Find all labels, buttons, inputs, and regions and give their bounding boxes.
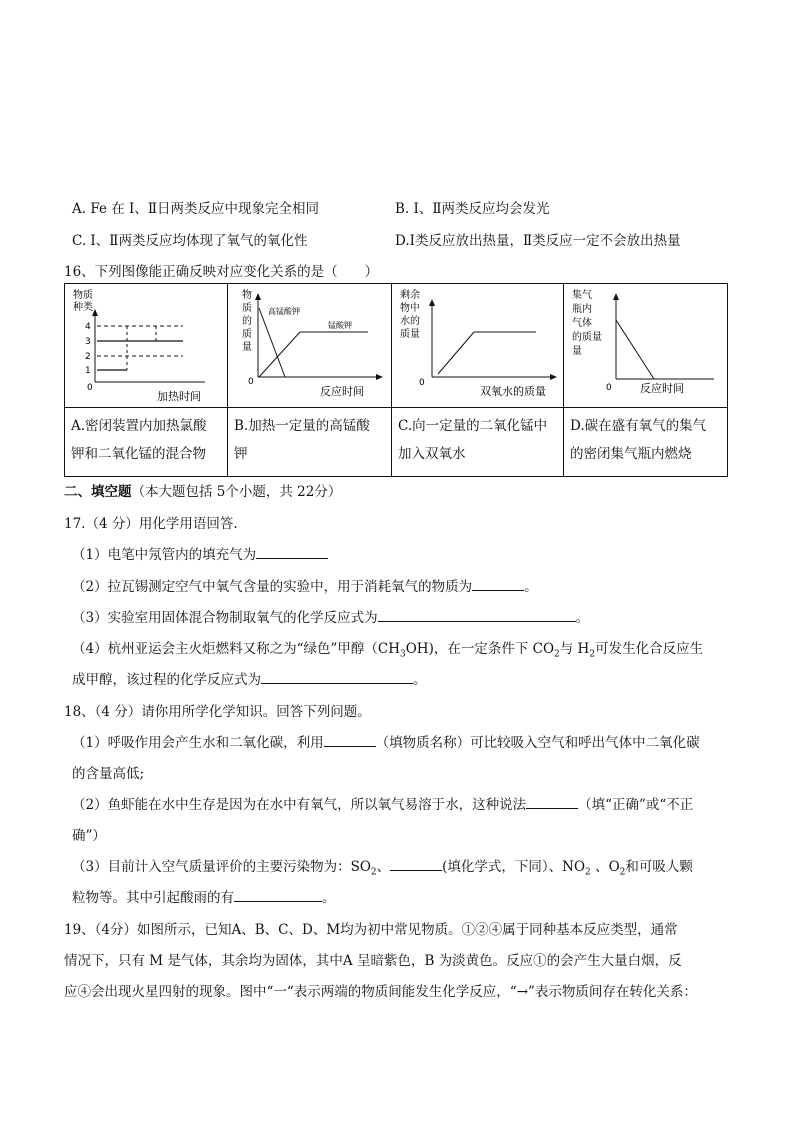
graph-b-origin: 0: [248, 377, 254, 387]
graph-c-xlabel: 双氧水的质量: [480, 385, 546, 398]
graph-b-ylabel-5: 量: [242, 342, 252, 353]
graph-b-kmno4-line: [259, 308, 285, 377]
q17-p4-cont: [72, 668, 427, 688]
graph-c-ylabel-4: 质量: [400, 329, 420, 340]
option-a: A. Fe 在 Ⅰ、Ⅱ日两类反应中现象完全相同: [72, 201, 320, 217]
q18-p2-cont: 确”）: [72, 828, 106, 844]
graph-d-decline: [616, 320, 654, 379]
graph-a-tick-0: 0: [87, 383, 93, 393]
q18-sub-no2: 2: [585, 867, 591, 878]
caption-b-1: B.加热一定量的高锰酸: [234, 418, 370, 434]
section2-header: [64, 480, 341, 500]
q16-stem: 16、下列图像能正确反映对应变化关系的是（ ）: [64, 264, 379, 280]
q17-p2-period: 。: [524, 579, 538, 595]
q18-sub-o2: 2: [619, 867, 626, 878]
q18-p3-cont: [72, 886, 336, 906]
q18-p2: [72, 793, 693, 813]
graph-b-ylabel-3: 的: [242, 316, 252, 327]
graph-c-ylabel-1: 剩余: [400, 290, 420, 301]
q17-stem: 17.（4 分）用化学用语回答.: [64, 516, 238, 532]
q18-p1-b: （填物质名称）可比较吸入空气和呼出气体中二氧化碳: [375, 735, 700, 751]
graph-b-series-1: 高锰酸钾: [268, 307, 300, 316]
q18-p3-period: 。: [322, 890, 336, 906]
q17-p1-text: （1）电笔中氖管内的填充气为: [72, 547, 257, 563]
q19-line-3: 应④会出现火星四射的现象。图中“一“表示两端的物质间能发生化学反应，“→”表示物质间存在转化关系：: [64, 984, 697, 1000]
graph-c-ylabel-3: 水的: [400, 316, 420, 327]
q19-line-1: 19、（4分）如图所示，已知A、B、C、D、M均为初中常见物质。①②④属于同种基本反应类型，通常: [64, 922, 678, 938]
caption-d-2: 的密闭集气瓶内燃烧: [570, 446, 692, 462]
caption-d-1: D.碳在盛有氧气的集气: [570, 418, 707, 434]
q18-blank-2[interactable]: [526, 795, 578, 809]
q17-p4-d: 可发生化合反应生: [595, 641, 704, 657]
graph-a: [65, 284, 227, 407]
graph-a-ylabel-2: 种类: [73, 302, 93, 313]
q17-sub2b: 2: [589, 649, 596, 660]
q18-p3-d: 、O: [590, 859, 620, 875]
graph-b-k2mno4-rise: [259, 332, 300, 377]
q17-p1: [72, 543, 328, 563]
q18-sub-so2: 2: [370, 867, 377, 878]
graph-d-ylabel-1: 集气: [572, 290, 592, 301]
graph-d-xlabel: 反应时间: [640, 382, 684, 395]
graph-d-ylabel-4: 的质量: [572, 332, 602, 343]
graph-d: [564, 284, 727, 407]
caption-c-1: C.向一定量的二氧化锰中: [398, 418, 548, 434]
q18-blank-4[interactable]: [234, 888, 322, 902]
caption-a-2: 钾和二氧化锰的混合物: [71, 446, 206, 462]
q17-sub3: 3: [400, 649, 406, 660]
graph-c-origin: 0: [419, 378, 425, 388]
q19-line-2: 情况下，只有 M 是气体，其余均为固体，其中A 呈暗紫色，B 为淡黄色。反应①的会产生大量白烟，反: [64, 953, 682, 969]
q18-p1: [72, 731, 700, 751]
q17-blank-1[interactable]: [256, 545, 328, 559]
q18-blank-3[interactable]: [390, 857, 442, 871]
graph-c-rise: [438, 332, 474, 374]
graph-b-ylabel-2: 质: [242, 303, 252, 314]
graph-a-ylabel-1: 物质: [73, 290, 93, 301]
graph-a-tick-4: 4: [85, 322, 91, 332]
q18-stem: 18、（4 分）请你用所学化学知识。回答下列问题。: [64, 704, 371, 720]
caption-c-2: 加入双氧水: [398, 446, 466, 462]
option-d: D.Ⅰ类反应放出热量，Ⅱ类反应一定不会放出热量: [395, 233, 681, 249]
q18-p2-a: （2）鱼虾能在水中生存是因为在水中有氧气，所以氧气易溶于水，这种说法: [72, 797, 527, 813]
q17-p4-e: 成甲醇，该过程的化学反应式为: [72, 672, 261, 688]
q17-p3-period: 。: [575, 610, 590, 626]
caption-a-1: A.密闭装置内加热氯酸: [71, 418, 207, 434]
q16-table: [64, 283, 728, 477]
graph-a-xlabel: 加热时间: [157, 390, 201, 403]
graph-d-ylabel-3: 气体: [572, 318, 592, 329]
q17-p2: [72, 575, 538, 595]
section2-title: 二、填空题: [64, 484, 132, 500]
graph-b-xlabel: 反应时间: [320, 385, 364, 398]
graph-a-tick-3: 3: [85, 337, 91, 347]
graph-a-tick-1: 1: [85, 366, 91, 376]
option-b: B. Ⅰ、Ⅱ两类反应均会发光: [395, 201, 550, 217]
section2-note: （本大题包括 5个小题，共 22分）: [131, 484, 342, 500]
q17-blank-2[interactable]: [472, 577, 524, 591]
q17-p3: [72, 606, 589, 626]
q17-blank-4[interactable]: [261, 670, 413, 684]
graph-b-series-2: 锰酸钾: [328, 321, 352, 330]
q18-p3-e: 和可吸人颗: [625, 859, 693, 875]
graph-b: [228, 284, 391, 407]
q17-p4-period: 。: [413, 672, 427, 688]
q17-p4: [72, 637, 703, 660]
q17-p4-c: 与 H: [559, 641, 590, 657]
q18-p1-cont: 的含量高低;: [72, 766, 145, 782]
graph-d-origin: 0: [606, 383, 612, 393]
q18-p1-a: （1）呼吸作用会产生水和二氧化碳，利用: [72, 735, 324, 751]
q18-p3: [72, 855, 693, 878]
graph-b-ylabel-1: 物: [242, 290, 252, 301]
graph-b-ylabel-4: 质: [242, 329, 252, 340]
q18-p3-b: 、: [376, 859, 391, 875]
graph-d-ylabel-5: 量: [572, 346, 582, 357]
q18-p3-c: (填化学式，下同）、NO: [442, 859, 586, 875]
q18-p3-f: 粒物等。其中引起酸雨的有: [72, 890, 234, 906]
graph-c: [392, 284, 563, 407]
q17-p4-b: OH)，在一定条件下 CO: [405, 641, 555, 657]
graph-c-ylabel-2: 物中: [400, 303, 420, 314]
q17-p3-text: （3）实验室用固体混合物制取氧气的化学反应式为: [72, 610, 378, 626]
option-c: C. Ⅰ、Ⅱ两类反应均体现了氧气的氧化性: [72, 233, 308, 249]
q17-blank-3[interactable]: [378, 608, 576, 622]
q17-sub2a: 2: [554, 649, 560, 660]
q17-p2-text: （2）拉瓦锡测定空气中氧气含量的实验中，用于消耗氧气的物质为: [72, 579, 473, 595]
graph-d-ylabel-2: 瓶内: [572, 304, 592, 315]
q18-blank-1[interactable]: [324, 733, 376, 747]
q18-p3-a: （3）目前计入空气质量评价的主要污染物为：SO: [72, 859, 371, 875]
q17-p4-a: （4）杭州亚运会主火炬燃料又称之为“绿色”甲醇（CH: [72, 641, 400, 657]
graph-a-tick-2: 2: [85, 352, 91, 362]
q18-p2-b: （填“正确”或“不正: [578, 797, 694, 813]
caption-b-2: 钾: [234, 446, 248, 462]
